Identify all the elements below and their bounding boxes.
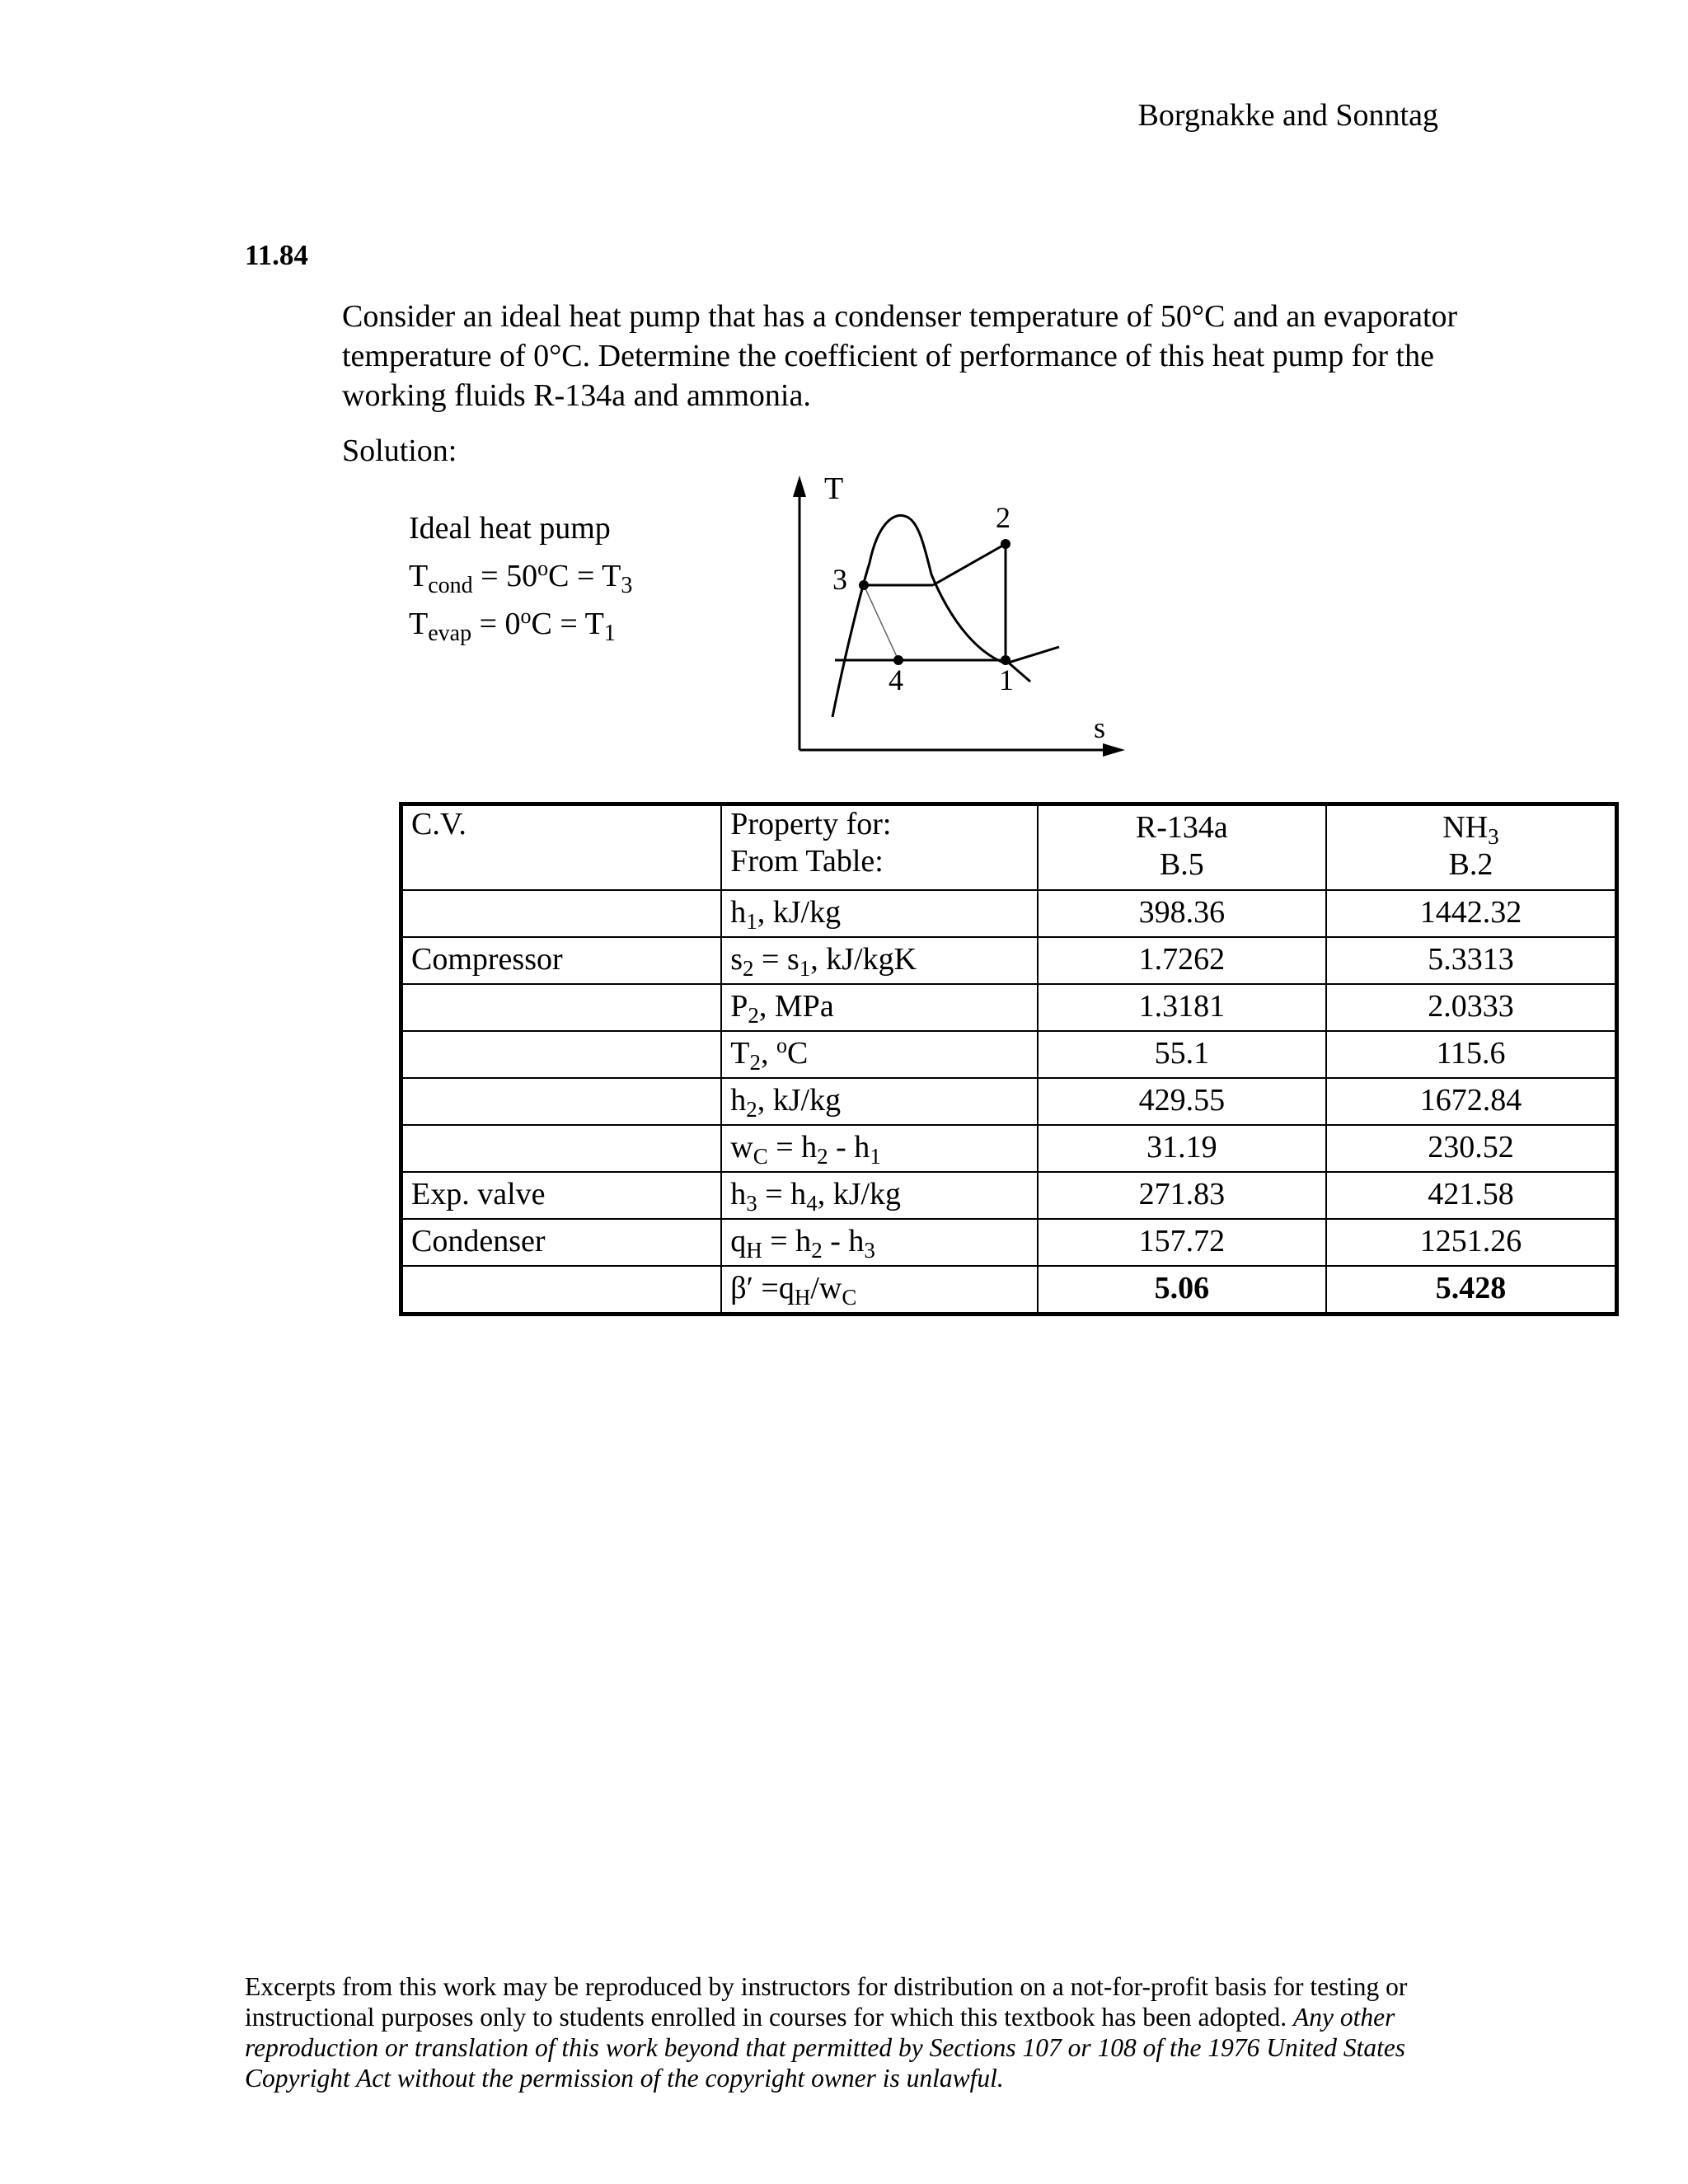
solution-label: Solution: bbox=[342, 434, 457, 468]
table-row-cop: $\beta' =q_H/w_C$ 5.06 5.428 bbox=[401, 1266, 1617, 1315]
header-property: Property for: From Table: bbox=[721, 804, 1037, 891]
table-row: $h_1$, kJ/kg 398.36 1442.32 bbox=[401, 890, 1617, 937]
state-label-3: 3 bbox=[832, 563, 847, 596]
header-nh3: $NH_3$ B.2 bbox=[1326, 804, 1617, 891]
saturation-dome bbox=[832, 515, 1059, 717]
results-table bbox=[399, 802, 1619, 1316]
state-point-3 bbox=[859, 580, 869, 590]
state-label-2: 2 bbox=[996, 501, 1010, 534]
header-r134a: R-134a B.5 bbox=[1038, 804, 1326, 891]
state-point-2 bbox=[1001, 539, 1010, 549]
problem-statement: Consider an ideal heat pump that has a condenser temperature of 50°C and an evaporator temperature of 0°C. Determine the coefficient of performance of this heat pump for the working fluids R-134a and ammonia. bbox=[342, 299, 1458, 413]
problem-number: 11.84 bbox=[245, 239, 308, 271]
table-row: $w_C = h_2 - h_1$ 31.19 230.52 bbox=[401, 1125, 1617, 1172]
given-title: Ideal heat pump bbox=[409, 511, 611, 546]
table-row: Compressor $s_2 = s_1$, kJ/kgK 1.7262 5.3313 bbox=[401, 937, 1617, 984]
table-row: $P_2$, MPa 1.3181 2.0333 bbox=[401, 984, 1617, 1031]
state-label-4: 4 bbox=[889, 663, 903, 696]
table-header-row bbox=[401, 804, 1617, 891]
table-row: Exp. valve $h_3 = h_4$, kJ/kg 271.83 421.58 bbox=[401, 1172, 1617, 1219]
copyright-footer: Excerpts from this work may be reproduced by instructors for distribution on a not-for-profit basis for testing or instructional purposes only to students enrolled in courses for which this textbook has been adopted. Any other reproduction or translation of this work beyond that permitted by Sections 107 or 108 of the 1976 United States Copyright Act without the permission of the copyright owner is unlawful. bbox=[245, 1972, 1408, 2093]
state-label-1: 1 bbox=[999, 663, 1014, 696]
given-conditions bbox=[409, 504, 632, 648]
t-axis-arrow bbox=[793, 476, 806, 497]
s-axis-label: s bbox=[1094, 711, 1106, 744]
cycle-line-2a-2 bbox=[933, 544, 1006, 585]
given-tevap: $T_{evap} = 0^oC = T_1$ bbox=[409, 604, 616, 646]
table-row: $T_2$, $^o$C 55.1 115.6 bbox=[401, 1031, 1617, 1078]
ts-diagram bbox=[783, 466, 1137, 762]
header-cv: C.V. bbox=[401, 804, 722, 891]
s-axis-arrow bbox=[1103, 743, 1125, 757]
cycle-line-3-4 bbox=[864, 585, 898, 660]
given-tcond: $T_{cond} = 50^oC = T_3$ bbox=[409, 556, 633, 598]
table-row: $h_2$, kJ/kg 429.55 1672.84 bbox=[401, 1078, 1617, 1125]
table-row: Condenser $q_H = h_2 - h_3$ 157.72 1251.26 bbox=[401, 1219, 1617, 1266]
t-axis-label: T bbox=[824, 471, 844, 506]
page-header: Borgnakke and Sonntag bbox=[1137, 98, 1438, 133]
